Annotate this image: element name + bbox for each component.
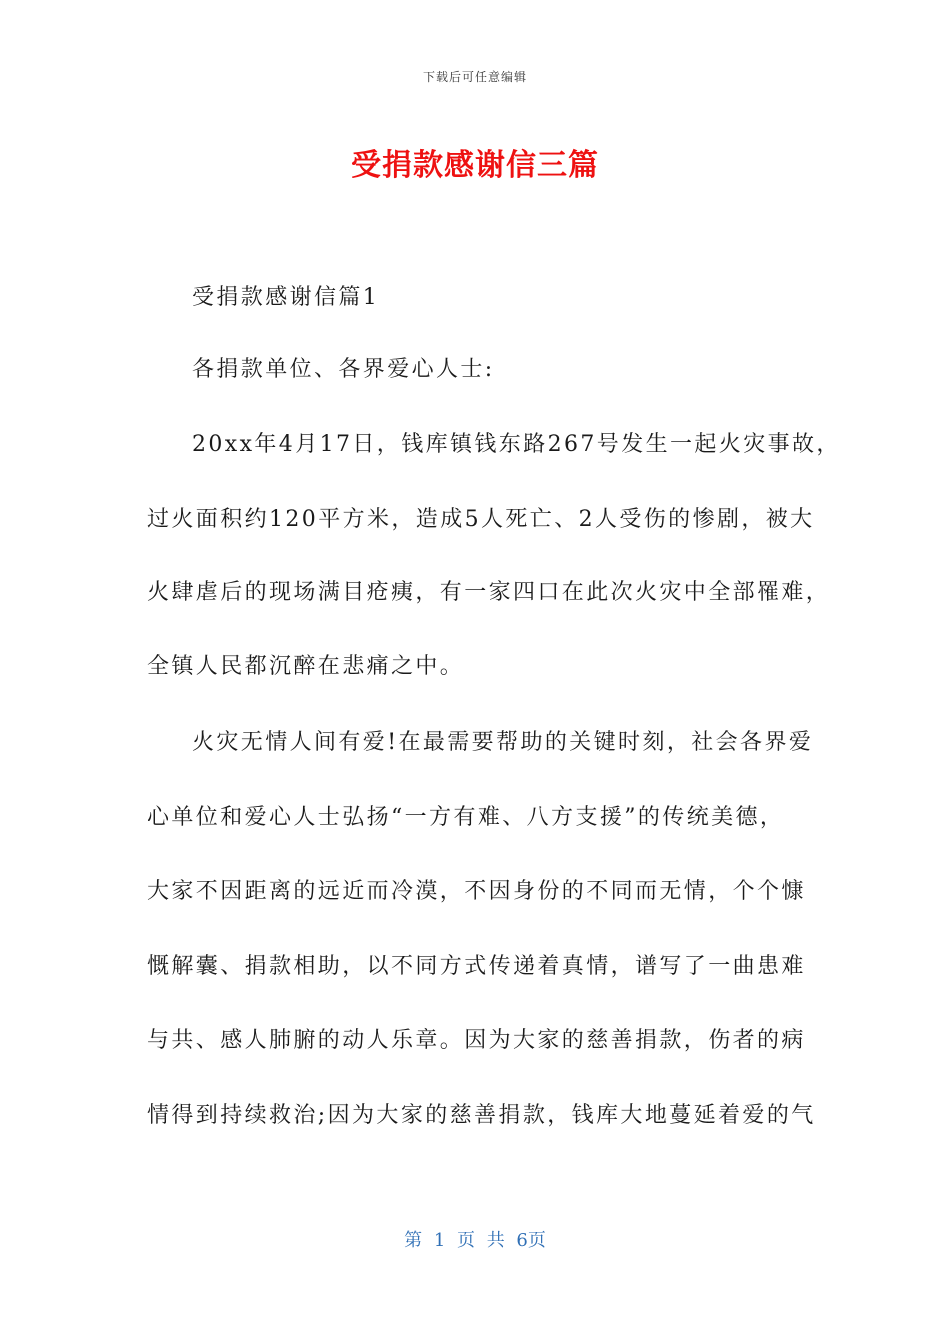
paragraph-line: 过火面积约120平方米，造成5人死亡、2人受伤的惨剧，被大 xyxy=(147,507,815,532)
paragraph-line: 大家不因距离的远近而冷漠，不因身份的不同而无情，个个慷 xyxy=(147,879,806,904)
paragraph-line: 心单位和爱心人士弘扬“一方有难、八方支援”的传统美德， xyxy=(147,805,785,830)
salutation: 各捐款单位、各界爱心人士: xyxy=(192,357,495,382)
paragraph-line: 与共、感人肺腑的动人乐章。因为大家的慈善捐款，伤者的病 xyxy=(147,1028,806,1053)
paragraph-line: 情得到持续救治;因为大家的慈善捐款，钱库大地蔓延着爱的气 xyxy=(147,1103,816,1128)
page-number-footer: 第 1 页 共 6页 xyxy=(404,1230,546,1251)
paragraph-line: 全镇人民都沉醉在悲痛之中。 xyxy=(147,654,465,679)
paragraph-line: 火肆虐后的现场满目疮痍，有一家四口在此次火灾中全部罹难， xyxy=(147,580,831,605)
section-heading: 受捐款感谢信篇1 xyxy=(192,285,380,310)
paragraph-line: 20xx年4月17日，钱库镇钱东路267号发生一起火灾事故， xyxy=(192,432,841,457)
paragraph-line: 火灾无情人间有爱!在最需要帮助的关键时刻，社会各界爱 xyxy=(192,730,814,755)
header-note: 下载后可任意编辑 xyxy=(422,70,527,84)
document-title: 受捐款感谢信三篇 xyxy=(351,148,599,183)
paragraph-line: 慨解囊、捐款相助，以不同方式传递着真情，谱写了一曲患难 xyxy=(147,954,806,979)
